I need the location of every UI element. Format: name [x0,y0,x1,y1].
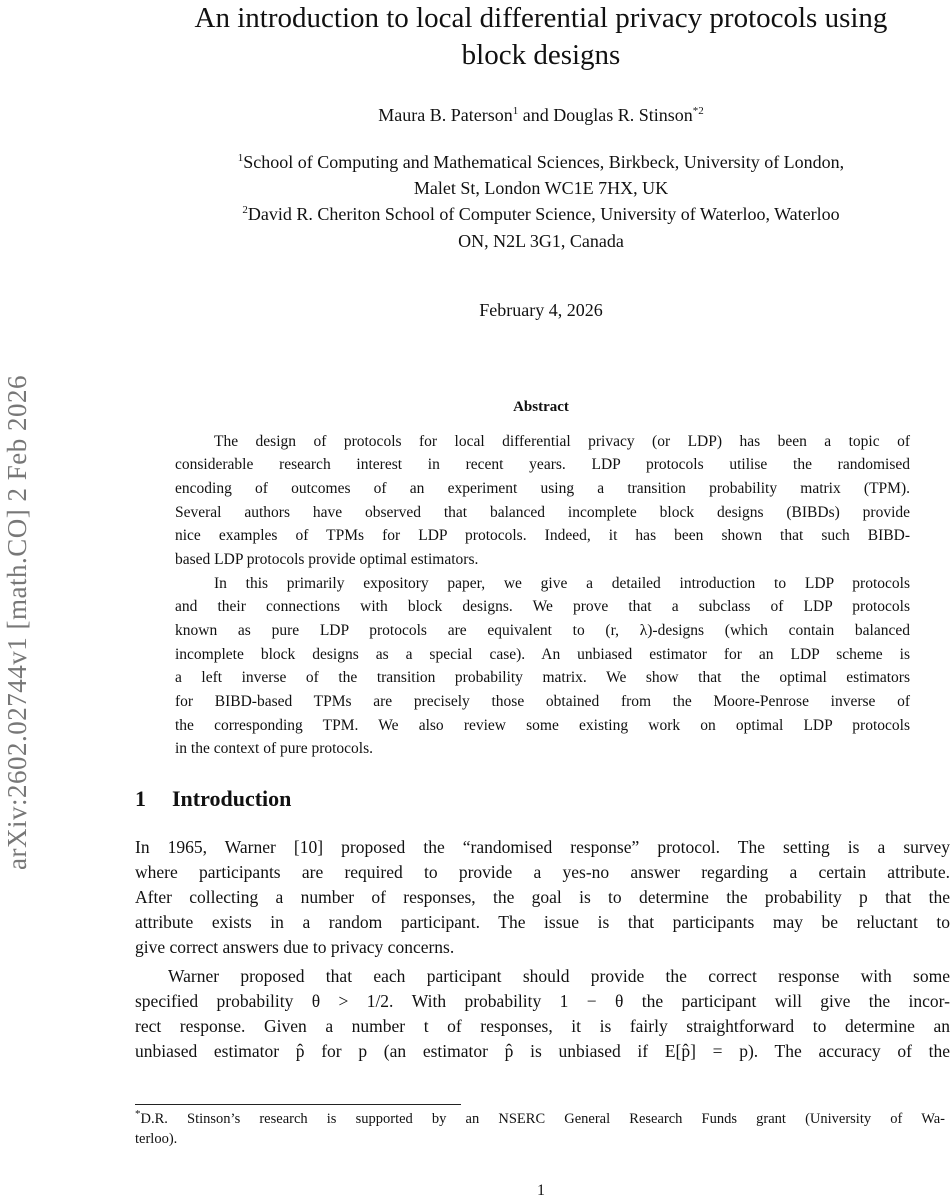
abstract-line: in the context of pure protocols. [175,740,374,757]
author-2-affil: *2 [692,105,704,117]
authors [130,104,952,126]
page-number: 1 [537,1182,545,1199]
affil-2-mark: 2 [242,204,248,216]
abstract-line: based LDP protocols provide optimal estimators. [175,551,479,568]
abstract-line: nice examples of TPMs for LDP protocols. Indeed, it has been shown that such BIBD- [175,527,910,544]
footnote-rule [135,1104,461,1105]
footnote-text: D.R. Stinson’s research is supported by an NSERC General Research Funds grant (University of Wa- [140,1111,945,1127]
abstract-line: known as pure LDP protocols are equivalent to (r, λ)-designs (which contain balanced [175,622,910,639]
abstract-line: Several authors have observed that balanced incomplete block designs (BIBDs) provide [175,504,910,521]
author-1: Maura B. Paterson [378,105,513,125]
affil-1-mark: 1 [237,152,244,164]
intro-line: In 1965, Warner [10] proposed the “randomised response” protocol. The setting is a survey [135,837,950,857]
abstract-line: incomplete block designs as a special case). An unbiased estimator for an LDP scheme is [175,646,910,663]
intro-line: Warner proposed that each participant should provide the correct response with some [168,966,950,986]
intro-line: rect response. Given a number t of responses, it is fairly straightforward to determine an [135,1016,950,1036]
affiliation-2-line-1 [130,203,952,225]
affil-1-text: School of Computing and Mathematical Sciences, Birkbeck, University of London, [243,152,845,172]
abstract-line: and their connections with block designs. We prove that a subclass of LDP protocols [175,598,910,615]
intro-line: After collecting a number of responses, the goal is to determine the probability p that the [135,887,950,907]
abstract-line: In this primarily expository paper, we give a detailed introduction to LDP protocols [214,575,910,592]
intro-line: attribute exists in a random participant. The issue is that participants may be reluctant to [135,912,950,932]
abstract-line: a left inverse of the transition probability matrix. We show that the optimal estimators [175,669,910,686]
author-1-affil: 1 [512,105,519,117]
affiliation-1-line-1 [130,151,952,173]
abstract-line: for BIBD-based TPMs are precisely those obtained from the Moore-Penrose inverse of [175,693,910,710]
arxiv-identifier: arXiv:2602.02744v1 [math.CO] 2 Feb 2026 [2,375,32,870]
paper-title-line-2: block designs [461,39,621,71]
affil-2-text: David R. Cheriton School of Computer Science, University of Waterloo, Waterloo [247,204,840,224]
section-number: 1 [135,786,146,811]
abstract-line: the corresponding TPM. We also review some existing work on optimal LDP protocols [175,717,910,734]
section-title: Introduction [172,786,292,811]
footnote-mark: * [135,1108,141,1121]
footnote-line-2: terloo). [135,1131,178,1147]
intro-line: unbiased estimator p̂ for p (an estimator p̂ is unbiased if E[p̂] = p). The accuracy of the [135,1041,950,1061]
abstract-heading: Abstract [513,399,569,415]
intro-line: specified probability θ > 1/2. With probability 1 − θ the participant will give the incor- [135,991,950,1011]
authors-and: and [518,105,554,125]
intro-line: where participants are required to provide a yes-no answer regarding a certain attribute. [135,862,950,882]
abstract-line: encoding of outcomes of an experiment using a transition probability matrix (TPM). [175,480,910,497]
intro-line: give correct answers due to privacy concerns. [135,937,455,957]
author-2: Douglas R. Stinson [553,105,693,125]
section-heading [135,786,291,812]
paper-date: February 4, 2026 [479,300,603,320]
abstract-line: The design of protocols for local differential privacy (or LDP) has been a topic of [214,433,910,450]
affiliation-2-line-2: ON, N2L 3G1, Canada [458,231,624,251]
paper-title-line-1: An introduction to local differential privacy protocols using [194,2,888,34]
abstract-line: considerable research interest in recent years. LDP protocols utilise the randomised [175,456,910,473]
footnote-line-1 [135,1110,945,1128]
affiliation-1-line-2: Malet St, London WC1E 7HX, UK [413,178,669,198]
